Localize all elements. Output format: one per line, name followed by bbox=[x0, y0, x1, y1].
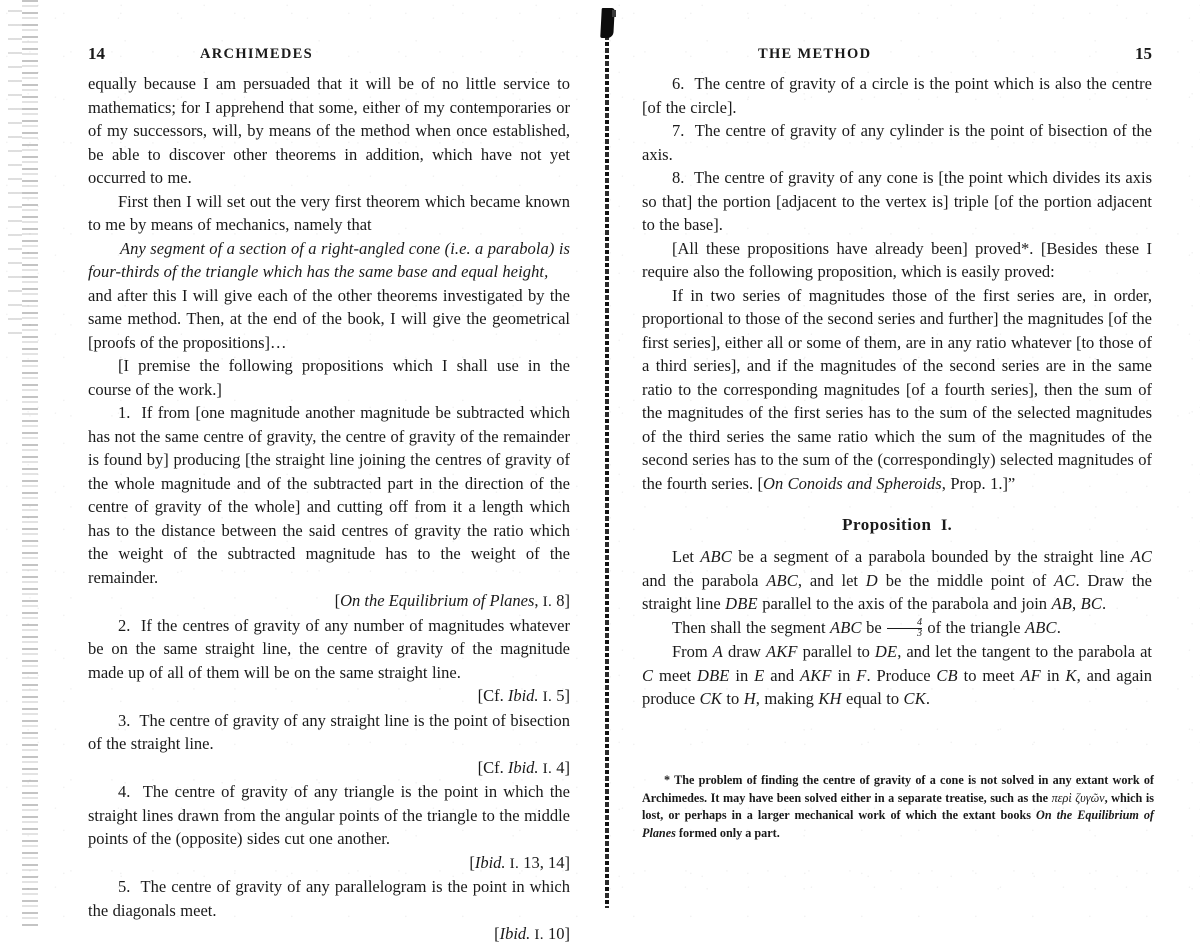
math-var-ck-2: CK bbox=[903, 689, 926, 709]
right-running-head bbox=[642, 44, 1152, 72]
math-var-abc-3: ABC bbox=[830, 617, 862, 637]
paragraph-all-these-propositions bbox=[642, 237, 1152, 284]
right-page-column bbox=[642, 44, 1152, 711]
prop1-paragraph-from-a-draw bbox=[642, 640, 1152, 711]
math-var-a: A bbox=[712, 642, 723, 662]
math-var-kh: KH bbox=[818, 689, 842, 709]
right-page-number: 15 bbox=[1135, 44, 1152, 63]
lemma-text-7: The centre of gravity of any cylinder is the point of bisection of the axis. bbox=[642, 121, 1152, 164]
p3m: to bbox=[721, 689, 744, 709]
math-var-cb: CB bbox=[936, 665, 958, 685]
fraction-four-thirds bbox=[887, 618, 922, 639]
left-running-head-title: ARCHIMEDES bbox=[200, 46, 313, 62]
lemma-text-3: The centre of gravity of any straight line is the point of bisection of the straight line. bbox=[88, 710, 570, 753]
lemma-text-5: The centre of gravity of any parallelogram is the point in which the diagonals meet. bbox=[88, 877, 570, 920]
p3d: , and let the tangent to the parabola at bbox=[897, 642, 1152, 662]
math-var-k: K bbox=[1065, 665, 1077, 685]
lemma-text-4: The centre of gravity of any triangle is the point in which the straight lines drawn from the angular points of the triangle to the middle points of the (opposite) sides cut one another. bbox=[88, 782, 570, 848]
lemma-number-3: 3. bbox=[118, 710, 131, 730]
lemma-item-3 bbox=[88, 709, 570, 756]
footnote-reference-asterisk: * bbox=[1021, 238, 1030, 258]
citation-1-title: On the Equilibrium of Planes bbox=[340, 591, 535, 610]
p3c: parallel to bbox=[797, 642, 875, 662]
math-var-ac: AC bbox=[1130, 547, 1152, 566]
p2c: of the triangle bbox=[922, 617, 1026, 637]
paragraph-first-then: First then I will set out the very first theorem which became known to me by means of mechanics, namely that bbox=[88, 191, 570, 234]
quoted-theorem-parabola: Any segment of a section of a right-angled cone (i.e. a parabola) is four-thirds of the triangle which has the same base and equal height, bbox=[88, 238, 570, 281]
lemma-item-4 bbox=[88, 780, 570, 851]
paragraph-equally-because: equally because I am persuaded that it will be of no little service to mathematics; for I apprehend that some, either of my contemporaries or of my successors, will, by means of the method when once established, be able to discover other theorems in addition, which have not yet occurred to me. bbox=[88, 74, 570, 187]
footnote-greek-title: περὶ ζυγῶν bbox=[1051, 790, 1105, 805]
citation-2-title: Ibid. bbox=[507, 686, 539, 705]
paragraph-if-in-two-series bbox=[642, 284, 1152, 496]
math-var-e: E bbox=[754, 665, 765, 685]
p1g: parallel to the axis of the parabola and join bbox=[757, 594, 1052, 613]
citation-3 bbox=[88, 756, 570, 781]
p3f: in bbox=[729, 665, 755, 685]
citation-4-book: I. bbox=[509, 854, 520, 872]
lemma-item-6 bbox=[642, 72, 1152, 119]
proposition-heading-number: I. bbox=[940, 517, 952, 534]
citation-2 bbox=[88, 684, 570, 709]
math-var-ab: AB bbox=[1051, 594, 1073, 613]
lemma-number-8: 8. bbox=[672, 168, 685, 187]
lemma-text-1: If from [one magnitude another magnitude be subtracted which has not the same centre of gravity, the centre of gravity of the remainder is found by] producing [the straight line joining the centres of gravity of the whole magnitude and of the subtracted part in the direction of the centre of gravity of the whole] and cutting off from it a length which has to the distance between the said centres of gravity the ratio which the weight of the subtracted magnitude has to the weight of the remainder. bbox=[88, 403, 570, 587]
scan-edge-artifact-left-secondary bbox=[8, 10, 22, 340]
p3j: to meet bbox=[957, 665, 1021, 685]
citation-5-title: Ibid. bbox=[499, 924, 531, 943]
citation-5 bbox=[88, 922, 570, 947]
all-proved-post: . [Besides these I require also the following proposition, which is easily proved: bbox=[642, 238, 1152, 281]
proposition-1-heading bbox=[642, 515, 1152, 535]
lemma-item-7 bbox=[642, 119, 1152, 166]
footnote-marker: * bbox=[664, 773, 671, 787]
p2a: Then shall the segment bbox=[672, 617, 831, 637]
p2b: be bbox=[861, 617, 887, 637]
p3k: in bbox=[1040, 665, 1066, 685]
p3e: meet bbox=[653, 665, 697, 685]
math-var-abc-2: ABC bbox=[766, 570, 798, 590]
citation-1-book: I. bbox=[542, 593, 553, 610]
math-var-c: C bbox=[642, 665, 654, 685]
math-var-h: H bbox=[743, 689, 756, 709]
citation-4-title: Ibid. bbox=[474, 852, 506, 872]
math-var-d: D bbox=[865, 570, 878, 590]
book-gutter-tip-mark bbox=[612, 10, 616, 17]
p1d: , and let bbox=[797, 570, 866, 590]
lemma-number-6: 6. bbox=[672, 74, 685, 93]
lemma-item-1 bbox=[88, 401, 570, 589]
citation-1-open: [ bbox=[334, 591, 341, 610]
citation-3-prop: 4] bbox=[552, 757, 570, 777]
p2d: . bbox=[1056, 617, 1061, 637]
fraction-denominator: 3 bbox=[917, 627, 923, 639]
p3a: From bbox=[672, 642, 713, 662]
all-proved-pre: [All these propositions have already been] proved bbox=[672, 238, 1021, 258]
proposition-heading-label: Proposition bbox=[842, 515, 932, 534]
citation-4-open: [ bbox=[469, 852, 475, 872]
lemma-text-2: If the centres of gravity of any number of magnitudes whatever be on the same straight line, the centre of gravity of the magnitude made up of all of them will be on the same straight line. bbox=[88, 615, 570, 682]
math-var-f: F bbox=[856, 665, 867, 685]
left-page-column bbox=[88, 44, 570, 947]
series-citation-tail: , Prop. 1.]” bbox=[941, 473, 1016, 493]
scan-edge-artifact-left bbox=[22, 0, 38, 928]
citation-3-book: I. bbox=[542, 759, 553, 777]
citation-1-prop: 8] bbox=[552, 591, 570, 610]
p3p: . bbox=[925, 689, 930, 709]
math-var-de: DE bbox=[874, 642, 898, 662]
fraction-numerator: 4 bbox=[917, 616, 923, 628]
lemma-text-8: The centre of gravity of any cone is [the point which divides its axis so that] the portion [adjacent to the vertex is] triple [of the portion adjacent to the base]. bbox=[642, 168, 1152, 234]
right-running-head-title: THE METHOD bbox=[758, 46, 872, 62]
lemma-number-4: 4. bbox=[118, 782, 131, 801]
p1a: Let bbox=[672, 547, 701, 566]
citation-4-prop: 13, 14] bbox=[519, 852, 570, 872]
p1c: and the parabola bbox=[642, 570, 767, 590]
citation-5-open: [ bbox=[494, 924, 500, 943]
math-var-af: AF bbox=[1020, 665, 1041, 685]
footnote-block bbox=[642, 772, 1154, 842]
citation-5-book: I. bbox=[534, 926, 544, 943]
p3n: , making bbox=[755, 689, 819, 709]
p1h: , bbox=[1072, 594, 1081, 613]
lemma-item-8 bbox=[642, 166, 1152, 237]
spacer-after-proposition-heading bbox=[642, 535, 1152, 545]
series-citation-open: [ bbox=[753, 473, 764, 493]
lemma-number-1: 1. bbox=[118, 403, 131, 422]
lemma-item-2 bbox=[88, 614, 570, 685]
citation-3-open: [Cf. bbox=[477, 757, 508, 777]
citation-3-title: Ibid. bbox=[507, 757, 539, 777]
citation-2-book: I. bbox=[542, 688, 553, 705]
p3l: , and again produce bbox=[642, 665, 1152, 709]
math-var-abc-4: ABC bbox=[1025, 617, 1057, 637]
p1e: be the middle point of bbox=[877, 570, 1055, 590]
math-var-dbe: DBE bbox=[725, 594, 758, 613]
paragraph-and-after-this: and after this I will give each of the other theorems investigated by the same method. Then, at the end of the book, I will give the geometrical [proofs of the propositions]… bbox=[88, 285, 570, 352]
left-page-number: 14 bbox=[88, 44, 105, 63]
math-var-akf-2: AKF bbox=[799, 665, 832, 685]
lemma-text-6: The centre of gravity of a circle is the point which is also the centre [of the circle]. bbox=[642, 74, 1152, 117]
p3b: draw bbox=[723, 642, 766, 662]
math-var-bc: BC bbox=[1080, 594, 1103, 613]
citation-5-prop: 10] bbox=[543, 924, 570, 943]
citation-4 bbox=[88, 851, 570, 876]
paragraph-i-premise: [I premise the following propositions which I shall use in the course of the work.] bbox=[88, 356, 570, 399]
p1i: . bbox=[1102, 594, 1107, 613]
book-gutter-shadow bbox=[605, 16, 609, 908]
p3i: . Produce bbox=[866, 665, 937, 685]
p1b: be a segment of a parabola bounded by the straight line bbox=[731, 547, 1131, 566]
citation-2-prop: 5] bbox=[552, 686, 570, 705]
p3g: and bbox=[764, 665, 800, 685]
footnote-text bbox=[642, 772, 1154, 842]
footnote-part-2: , which is lost, or perhaps in a larger mechanical work of which the extant books bbox=[642, 790, 1154, 822]
left-running-head bbox=[88, 44, 570, 72]
prop1-paragraph-then-shall bbox=[642, 616, 1152, 641]
prop1-paragraph-let-abc bbox=[642, 545, 1152, 616]
spacer-before-proposition-heading bbox=[642, 495, 1152, 515]
lemma-item-5 bbox=[88, 875, 570, 922]
footnote-italic-title: On the Equilibrium of Planes bbox=[642, 808, 1154, 840]
citation-1-sep: , bbox=[534, 591, 543, 610]
p3h: in bbox=[831, 665, 857, 685]
math-var-ck: CK bbox=[699, 689, 722, 709]
p3o: equal to bbox=[841, 689, 904, 709]
series-proposition-text: If in two series of magnitudes those of the first series are, in order, proportional to those of the second series and further] the magnitudes [of the first series], either all or some of them, are in any ratio whatever [to those of a third series], and if the magnitudes of the second series are in the same ratio to the corresponding magnitudes [of a fourth series], then the sum of the magnitudes of the first series has to the sum of the selected magnitudes of the third series the same ratio which the sum of the magnitudes of the second series has to the sum of the (correspondingly) selected magnitudes of the fourth series. bbox=[642, 285, 1152, 493]
math-var-akf: AKF bbox=[765, 642, 798, 662]
lemma-number-7: 7. bbox=[672, 121, 685, 140]
lemma-number-2: 2. bbox=[118, 615, 131, 635]
math-var-abc: ABC bbox=[700, 547, 732, 566]
series-citation-title: On Conoids and Spheroids bbox=[763, 473, 942, 493]
lemma-number-5: 5. bbox=[118, 877, 131, 896]
p1f: . Draw the straight line bbox=[642, 570, 1153, 613]
citation-2-open: [Cf. bbox=[477, 686, 508, 705]
math-var-ac-2: AC bbox=[1054, 570, 1076, 590]
math-var-dbe-2: DBE bbox=[696, 665, 730, 685]
citation-1 bbox=[88, 589, 570, 614]
footnote-part-3: formed only a part. bbox=[675, 825, 780, 840]
footnote-part-1: The problem of finding the centre of gravity of a cone is not solved in any extant work of Archimedes. It may have been solved either in a separate treatise, such as the bbox=[642, 773, 1154, 805]
